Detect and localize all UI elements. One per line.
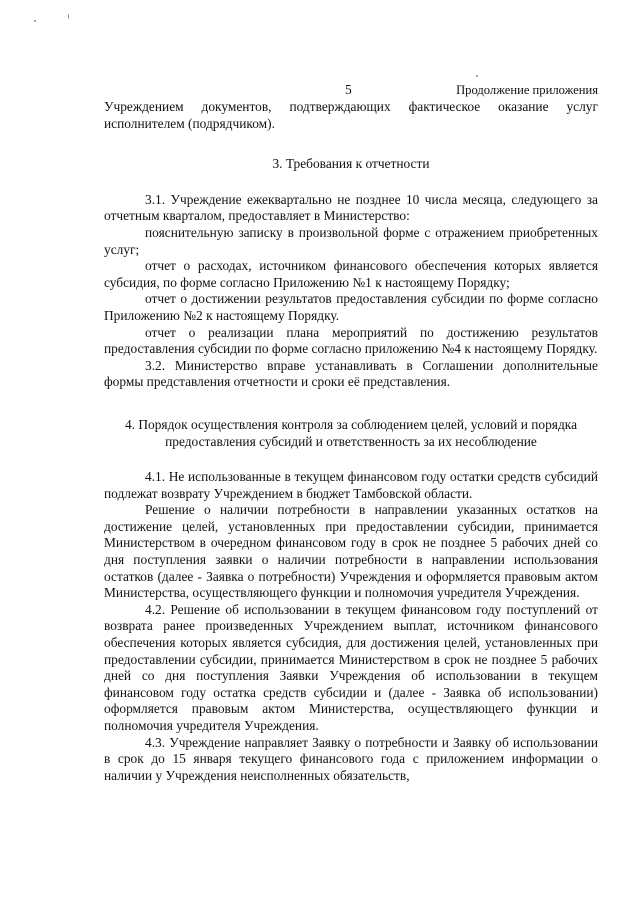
paragraph-3-1-item-3: отчет о достижении результатов предоставления субсидии по форме согласно Приложению №2 к настоящему Порядку. [104,291,598,323]
paragraph-4-2: 4.2. Решение об использовании в текущем финансовом году поступлений от возврата ранее произведенных Учреждением выплат, источником финансового обеспечения которых является субсидия, для достижения целей, установленных при предоставлении субсидии, принимается Министерством в срок не позднее 5 рабочих дней со дня поступления Заявки Учреждения об использовании в текущем финансовом году остатка средств субсидии и (далее - Заявка об использовании) оформляется правовым актом Министерства, осуществляющего функции и полномочия учредителя Учреждения. [104,601,598,733]
page-number: 5 [345,82,352,97]
page-header [104,82,598,99]
paragraph-4-1-decision: Решение о наличии потребности в направлении указанных остатков на достижение целей, установленных при предоставлении субсидии, принимается Министерством в очередном финансовом году в срок не позднее 5 рабочих дней со дня поступления заявки о наличии потребности в направлении использования остатков (далее - Заявка о потребности) Учреждения и оформляется правовым актом Министерства, осуществляющего функции и полномочия учредителя Учреждения. [104,502,598,601]
paragraph-4-3: 4.3. Учреждение направляет Заявку о потребности и Заявку об использовании в срок до 15 января текущего финансового года с приложением информации о наличии у Учреждения неисполненных обязательств, [104,734,598,783]
scan-speck [68,14,69,19]
paragraph-3-2: 3.2. Министерство вправе устанавливать в Соглашении дополнительные формы представления отчетности и сроки её представления. [104,357,598,390]
paragraph-3-1-item-2: отчет о расходах, источником финансового обеспечения которых является субсидия, по форме согласно Приложению №1 к настоящему Порядку; [104,258,598,290]
section-3-title: 3. Требования к отчетности [272,156,430,172]
paragraph-3-1: 3.1. Учреждение ежеквартально не позднее 10 числа месяца, следующего за отчетным кварталом, предоставляет в Министерство: [104,191,598,224]
document-body [104,99,598,784]
header-note: Продолжение приложения [456,83,598,97]
paragraph-4-1: 4.1. Не использованные в текущем финансовом году остатки средств субсидий подлежат возврату Учреждением в бюджет Тамбовской области. [104,469,598,501]
intro-paragraph: Учреждением документов, подтверждающих фактическое оказание услуг исполнителем (подрядчиком). [104,99,598,131]
scan-speck [476,75,478,77]
paragraph-3-1-item-1: пояснительную записку в произвольной форме с отражением приобретенных услуг; [104,224,598,257]
paragraph-3-1-item-4: отчет о реализации плана мероприятий по достижению результатов предоставления субсидии по форме согласно приложению №4 к настоящему Порядку. [104,324,598,357]
scan-speck [34,20,36,22]
section-4-title: 4. Порядок осуществления контроля за соблюдением целей, условий и порядка предоставления субсидий и ответственность за их несоблюдение [124,416,578,449]
